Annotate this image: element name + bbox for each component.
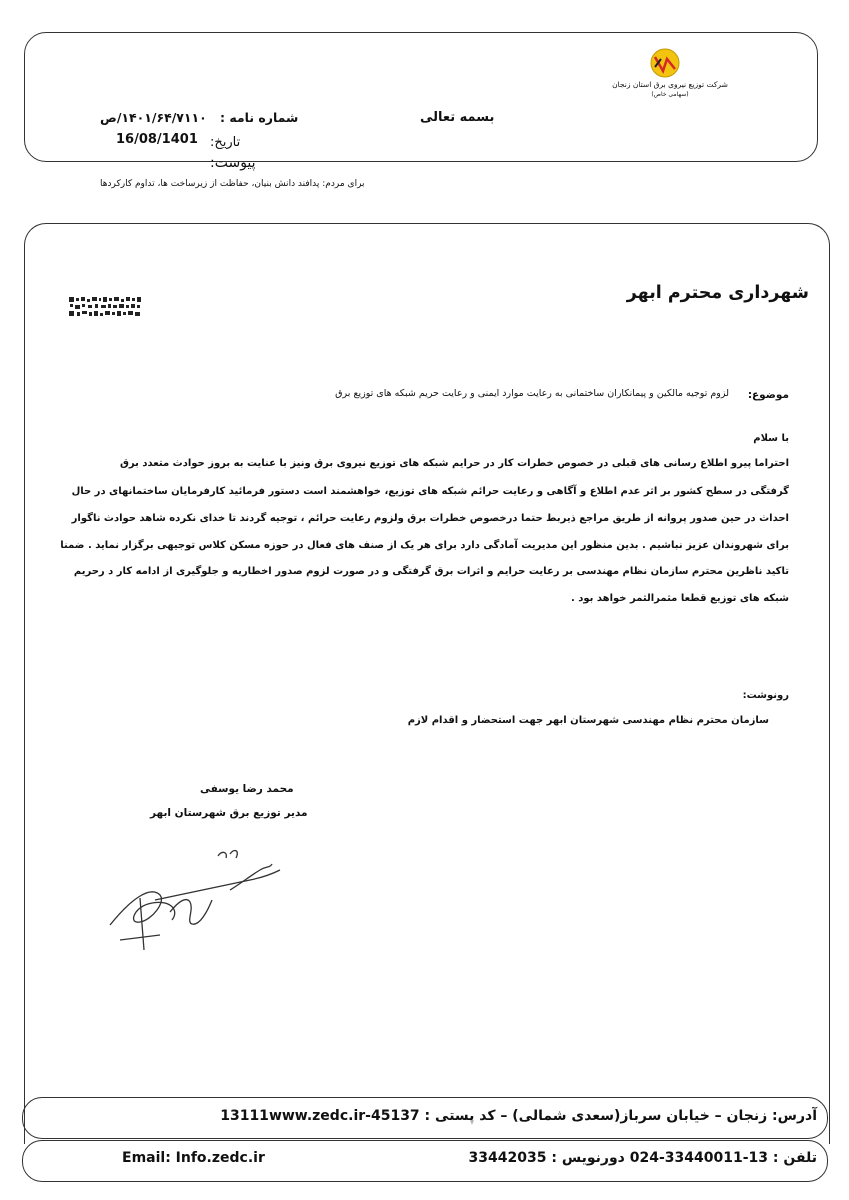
subject-text: لزوم توجیه مالکین و پیمانکاران ساختمانی به رعایت موارد ایمنی و رعایت حریم شبکه های توزیع برق — [335, 388, 729, 399]
company-name: شرکت توزیع نیروی برق استان زنجان (سهامی خاص) — [605, 80, 735, 100]
signer-name: محمد رضا یوسفی — [200, 783, 294, 795]
footer-website[interactable]: www.zedc.ir — [268, 1108, 366, 1124]
body-line: احتراما پیرو اطلاع رسانی های قبلی در خصوص خطرات کار در حرایم شبکه های توزیع نیروی برق ونیز با عنایت به بروز حوادث متعدد برق — [119, 458, 789, 469]
signer-title: مدیر توزیع برق شهرستان ابهر — [150, 807, 308, 819]
cc-label: رونوشت: — [742, 690, 789, 701]
footer-address — [220, 1108, 817, 1124]
body-line: شبکه های توزیع قطعا مثمرالثمر خواهد بود . — [570, 593, 789, 604]
body-line: برای شهروندان عزیز نباشیم . بدین منظور این مدیریت آمادگی دارد برای هر یک از صنف های فعال در حوزه مسکن کلاس توجیهی برگزار نماید . ضمنا — [60, 540, 789, 551]
barcode-icon — [68, 296, 142, 318]
date-value: 16/08/1401 — [116, 132, 198, 147]
footer-phone: تلفن : 13-33440011-024 دورنویس : 33442035 — [468, 1150, 817, 1166]
handwritten-signature — [100, 840, 300, 960]
date-label: تاریخ: — [210, 135, 241, 150]
company-logo-icon — [641, 45, 689, 85]
body-line: گرفتگی در سطح کشور بر اثر عدم اطلاع و آگاهی و رعایت حرائم شبکه های توزیع، خواهشمند است دستور فرمائید کارفرمایان ساختمانهای در حال — [71, 486, 789, 497]
letter-number-value: ۱۴۰۱/۶۴/۷۱۱۰/ص — [100, 110, 207, 125]
subject-label: موضوع: — [747, 389, 789, 401]
basmala: بسمه تعالی — [420, 110, 495, 125]
body-line: احداث در حین صدور پروانه از طریق مراجع ذیربط حتما درخصوص خطرات برق ولزوم رعایت حرائم ، توجیه گردند تا خدای نکرده شاهد حوادث ناگوار — [71, 513, 789, 524]
recipient-title: شهرداری محترم ابهر — [626, 283, 809, 303]
cc-text: سازمان محترم نظام مهندسی شهرستان ابهر جهت استحضار و اقدام لازم — [407, 715, 769, 726]
letter-body-frame — [24, 223, 830, 1144]
letter-number-label: شماره نامه : — [220, 110, 299, 125]
company-type: (سهامی خاص) — [651, 91, 689, 98]
body-line: تاکید ناظرین محترم سازمان نظام مهندسی بر رعایت حرایم و اثرات برق گرفتگی و در صورت لزوم صدور اخطاریه و جلوگیری از ادامه کار د رحریم — [73, 566, 789, 577]
footer-email[interactable]: Email: Info.zedc.ir — [122, 1150, 265, 1166]
footer-address-text: آدرس: زنجان – خیابان سرباز(سعدی شمالی) – کد پستی : 45137-13111 — [220, 1108, 817, 1124]
slogan-note: برای مردم: پدافند دانش بنیان، حفاظت از زیرساخت ها، تداوم کارکردها — [100, 179, 365, 189]
attachment-label: پیوست: — [210, 155, 256, 171]
salutation: با سلام — [753, 433, 789, 444]
